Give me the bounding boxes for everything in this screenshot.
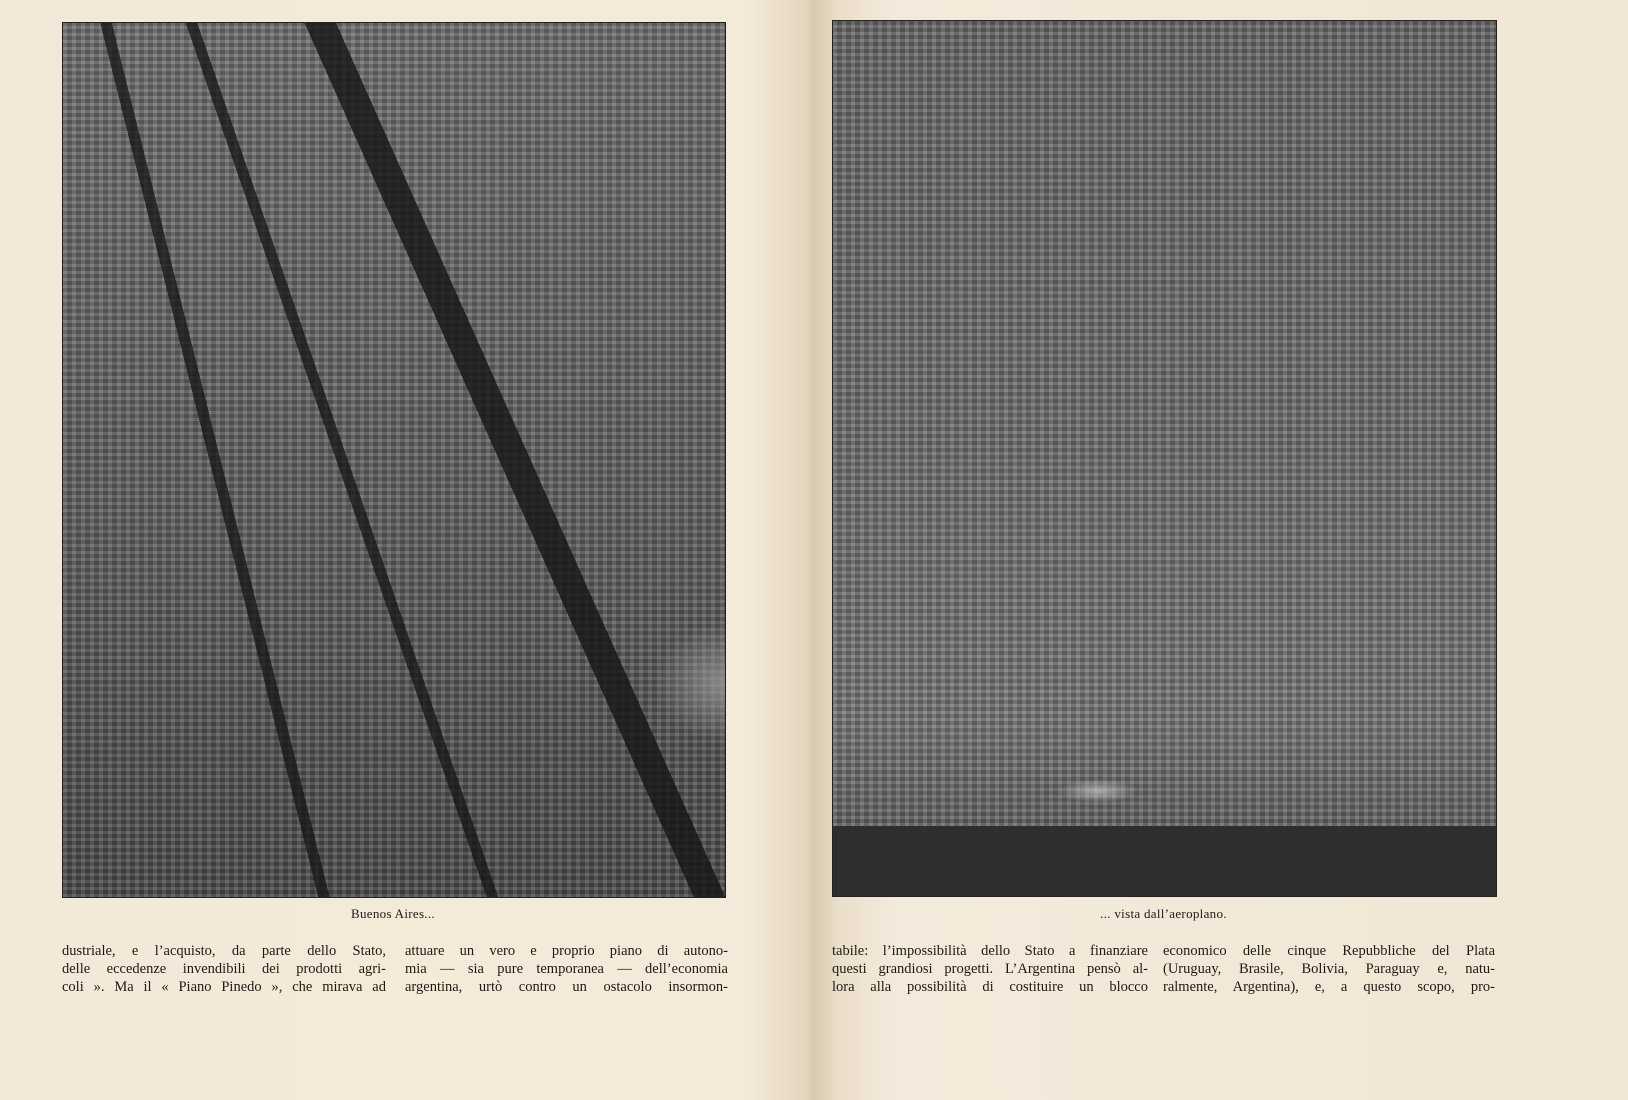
text-line: tabile: l’impossibilità dello Stato a finanziare — [832, 943, 1148, 959]
text-line: mia — sia pure temporanea — dell’economia — [405, 961, 728, 977]
text-line: (Uruguay, Brasile, Bolivia, Paraguay e, natu- — [1163, 961, 1495, 977]
text-line: coli ». Ma il « Piano Pinedo », che mirava ad — [62, 979, 386, 995]
photo-caption-right: ... vista dall’aeroplano. — [1100, 906, 1227, 921]
text-line: ralmente, Argentina), e, a questo scopo, pro- — [1163, 979, 1495, 995]
text-line: lora alla possibilità di costituire un blocco — [832, 979, 1148, 995]
text-column-right-2 — [1163, 942, 1495, 996]
text-line: argentina, urtò contro un ostacolo insormon- — [405, 979, 728, 995]
photo-caption-left: Buenos Aires... — [351, 906, 435, 921]
text-line: questi grandiosi progetti. L’Argentina pensò al- — [832, 961, 1148, 977]
aerial-photo-right — [832, 20, 1497, 897]
text-line: economico delle cinque Repubbliche del Plata — [1163, 943, 1495, 959]
aerial-photo-left — [62, 22, 726, 898]
text-column-left-2 — [405, 942, 728, 996]
text-line: delle eccedenze invendibili dei prodotti agri- — [62, 961, 386, 977]
text-column-right-1 — [832, 942, 1148, 996]
text-line: attuare un vero e proprio piano di autono- — [405, 943, 728, 959]
text-line: dustriale, e l’acquisto, da parte dello Stato, — [62, 943, 386, 959]
text-column-left-1 — [62, 942, 386, 996]
